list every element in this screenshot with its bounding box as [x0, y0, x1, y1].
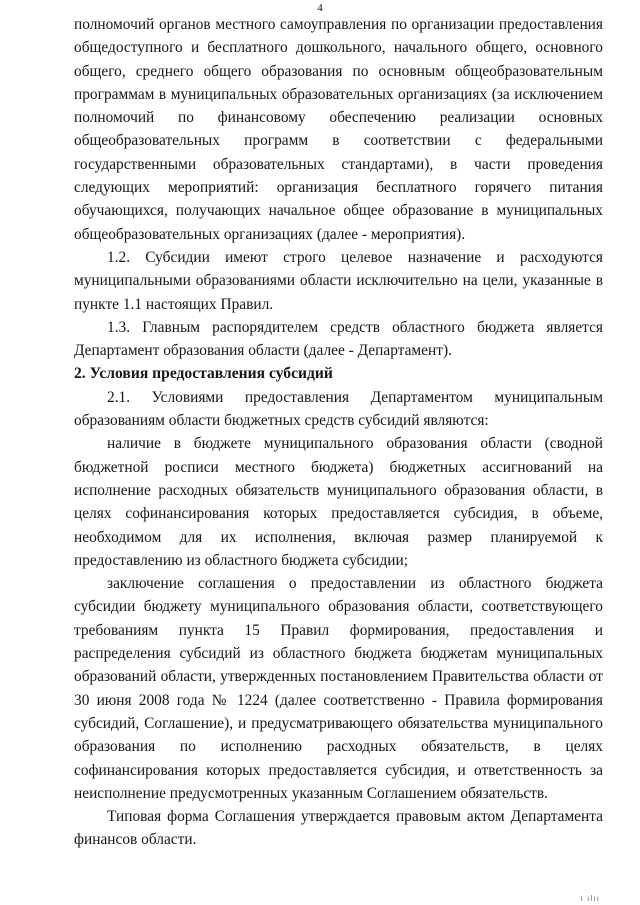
paragraph-2-1-condition-a: наличие в бюджете муниципального образования области (сводной бюджетной росписи местного бюджета) бюджетных ассигнований на исполнение расходных обязательств муниципального образования области, в целях софинансирования которых предоставляется субсидия, в объеме, необходимом для их исполнения, включая размер планируемой к предоставлению из областного бюджета субсидии;: [74, 435, 603, 569]
scan-mark: ı ılıı: [580, 894, 600, 903]
paragraph-continuation: полномочий органов местного самоуправления по организации предоставления общедоступного и бесплатного дошкольного, начального общего, основного общего, среднего общего образования по основным общеобразовательным программам в муниципальных образовательных организациях (за исключением полномочий по финансовому обеспечению реализации основных общеобразовательных программ в соответствии с федеральными государственными образовательных стандартами), в части проведения следующих мероприятий: организация бесплатного горячего питания обучающихся, получающих начальное общее образование в муниципальных общеобразовательных организациях (далее - мероприятия).: [74, 16, 603, 243]
page-number: 4: [317, 2, 323, 14]
section-heading-2: 2. Условия предоставления субсидий: [74, 365, 333, 383]
paragraph-1-2: 1.2. Субсидии имеют строго целевое назначение и расходуются муниципальными образованиями области исключительно на цели, указанные в пункте 1.1 настоящих Правил.: [74, 248, 603, 313]
paragraph-typical-form: Типовая форма Соглашения утверждается правовым актом Департамента финансов области.: [74, 808, 603, 849]
document-body: [74, 13, 603, 852]
paragraph-2-1: 2.1. Условиями предоставления Департаментом муниципальным образованиям области бюджетных средств субсидий являются:: [74, 388, 603, 430]
paragraph-2-1-condition-b: заключение соглашения о предоставлении из областного бюджета субсидии бюджету муниципального образования области, соответствующего требованиям пункта 15 Правил формирования, предоставления и распределения субсидий из областного бюджета бюджетам муниципальных образований области, утвержденных постановлением Правительства области от 30 июня 2008 года № 1224 (далее соответственно - Правила формирования субсидий, Соглашение), и предусматривающего обязательства муниципального образования по исполнению расходных обязательств, в целях софинансирования которых предоставляется субсидия, и ответственность за неисполнение предусмотренных указанным Соглашением обязательств.: [74, 575, 603, 802]
paragraph-1-3: 1.3. Главным распорядителем средств областного бюджета является Департамент образования области (далее - Департамент).: [74, 318, 603, 360]
